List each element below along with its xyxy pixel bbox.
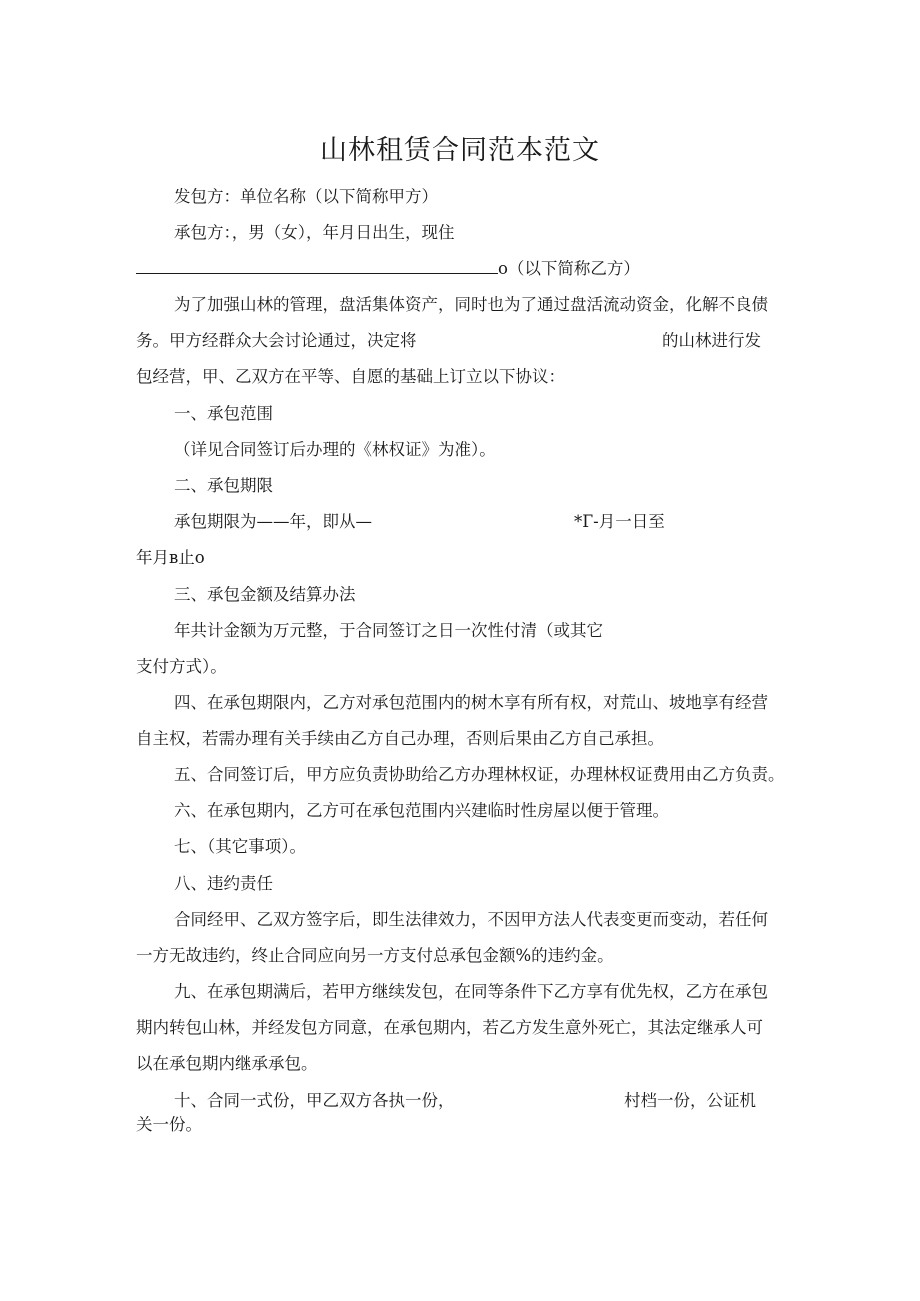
line-contractor: 承包方：，男（女），年月日出生，现住	[174, 223, 455, 242]
section-2-body-b: *Г-月一日至	[574, 512, 665, 531]
section-9-line-1: 九、在承包期满后，若甲方继续发包，在同等条件下乙方享有优先权，乙方在承包	[174, 982, 768, 1001]
section-1-body: （详见合同签订后办理的《林权证》为准）。	[174, 440, 496, 459]
blank-underline	[136, 259, 498, 274]
section-10-line-1a: 十、合同一式份，甲乙双方各执一份，	[174, 1091, 455, 1110]
section-10-line-1b: 村档一份，公证机	[624, 1091, 756, 1110]
section-7: 七、（其它事项）。	[174, 837, 306, 856]
section-3-body-b: 支付方式）。	[136, 657, 227, 676]
section-8-heading: 八、违约责任	[174, 874, 273, 893]
line-preamble-3: 包经营，甲、乙双方在平等、自愿的基础上订立以下协议：	[136, 367, 565, 386]
line-preamble-2b: 的山林进行发	[662, 331, 761, 350]
section-3-body-a: 年共计金额为万元整，于合同签订之日一次性付清（或其它	[174, 621, 603, 640]
section-10-line-2: 关一份。	[136, 1115, 202, 1134]
section-5: 五、合同签订后，甲方应负责协助给乙方办理林权证，办理林权证费用由乙方负责。	[174, 765, 785, 784]
section-2-heading: 二、承包期限	[174, 476, 273, 495]
section-9-line-2: 期内转包山林，并经发包方同意，在承包期内，若乙方发生意外死亡，其法定继承人可	[136, 1018, 763, 1037]
document-title: 山林租赁合同范本范文	[320, 135, 600, 166]
section-1-heading: 一、承包范围	[174, 404, 273, 423]
section-3-heading: 三、承包金额及结算办法	[174, 585, 356, 604]
line-issuer: 发包方：单位名称（以下简称甲方）	[174, 187, 438, 206]
section-2-body-a: 承包期限为——年，即从—	[174, 512, 372, 531]
section-6: 六、在承包期内，乙方可在承包范围内兴建临时性房屋以便于管理。	[174, 801, 669, 820]
line-contractor-alias: o（以下简称乙方）	[498, 259, 640, 278]
section-9-line-3: 以在承包期内继承承包。	[136, 1054, 318, 1073]
section-4-line-1: 四、在承包期限内，乙方对承包范围内的树木享有所有权，对荒山、坡地享有经营	[174, 693, 768, 712]
section-8-line-1: 合同经甲、乙双方签字后，即生法律效力，不因甲方法人代表变更而变动，若任何	[174, 910, 768, 929]
line-preamble-1: 为了加强山林的管理，盘活集体资产，同时也为了通过盘活流动资金，化解不良债	[174, 295, 768, 314]
line-preamble-2a: 务。甲方经群众大会讨论通过，决定将	[136, 331, 417, 350]
section-2-body-c: 年月в止o	[136, 548, 205, 567]
line-contractor-address	[136, 258, 640, 280]
section-4-line-2: 自主权，若需办理有关手续由乙方自己办理，否则后果由乙方自己承担。	[136, 729, 664, 748]
section-8-line-2: 一方无故违约，终止合同应向另一方支付总承包金额%的违约金。	[136, 946, 614, 965]
